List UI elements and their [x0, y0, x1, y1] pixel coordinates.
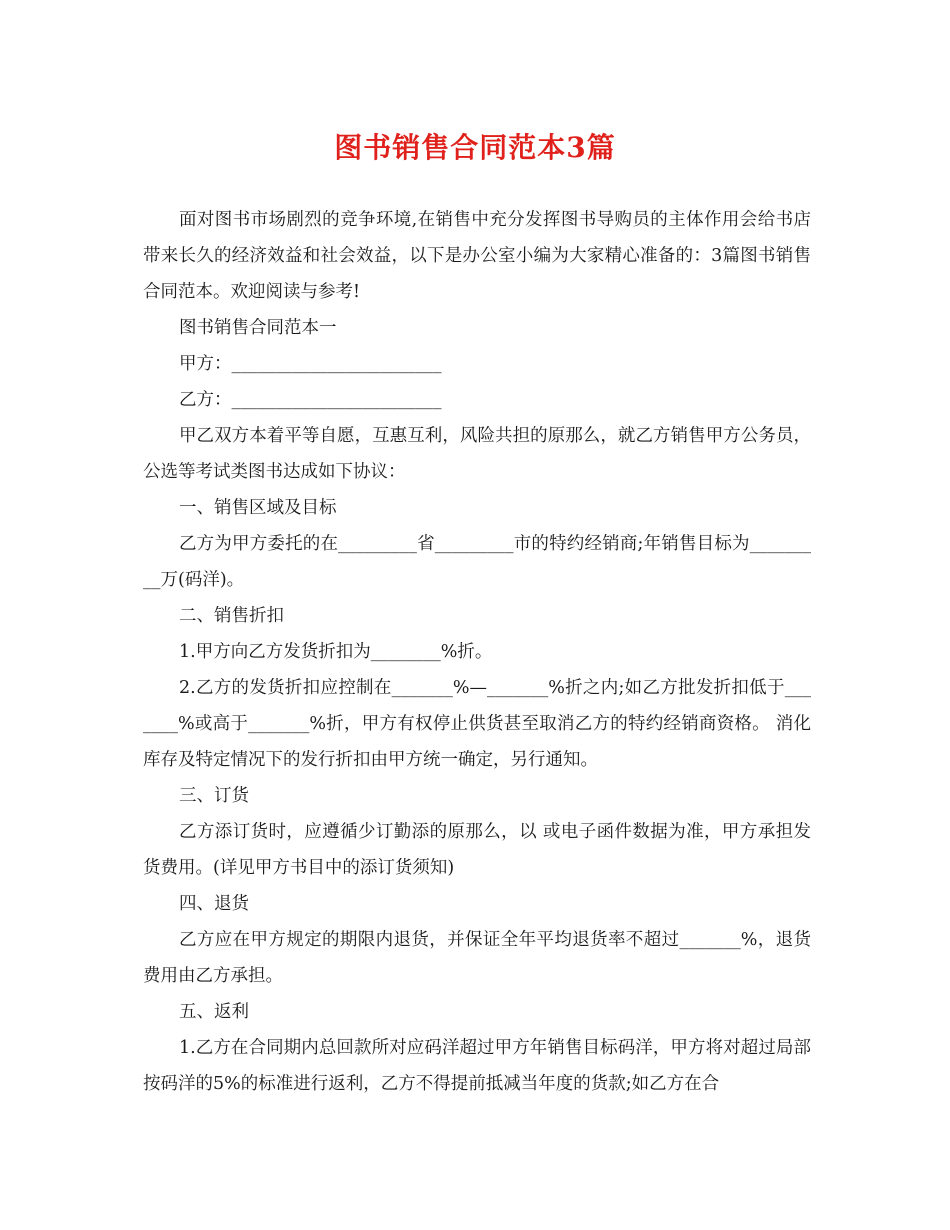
section-heading: 三、订货 [179, 786, 249, 806]
contract-one-heading: 图书销售合同范本一 [179, 318, 337, 338]
party-b-blank: ________________________ [231, 390, 442, 410]
section-paragraph: 乙方应在甲方规定的期限内退货，并保证全年平均退货率不超过_______%，退货费用由乙方承担。 [143, 930, 811, 986]
party-a-line [143, 346, 811, 382]
document-body [143, 202, 811, 1102]
party-a-blank: ________________________ [231, 354, 442, 374]
party-a-label: 甲方： [179, 354, 232, 374]
intro-paragraph: 面对图书市场剧烈的竞争环境,在销售中充分发挥图书导购员的主体作用会给书店带来长久的经济效益和社会效益，以下是办公室小编为大家精心准备的：3篇图书销售合同范本。欢迎阅读与参考! [143, 210, 811, 302]
party-b-label: 乙方： [179, 390, 232, 410]
section-paragraph: 1.乙方在合同期内总回款所对应码洋超过甲方年销售目标码洋，甲方将对超过局部按码洋的5%的标准进行返利，乙方不得提前抵减当年度的货款;如乙方在合 [143, 1038, 811, 1094]
section-paragraph: 1.甲方向乙方发货折扣为________%折。 [179, 642, 493, 662]
section-heading: 五、返利 [179, 1002, 249, 1022]
section-paragraph: 乙方为甲方委托的在_________省_________市的特约经销商;年销售目标为_________万(码洋)。 [143, 534, 811, 590]
document-title: 图书销售合同范本3篇 [334, 131, 616, 164]
section-paragraph: 2.乙方的发货折扣应控制在_______%—_______%折之内;如乙方批发折扣低于_______%或高于_______%折，甲方有权停止供货甚至取消乙方的特约经销商资格。 消化库存及特定情况下的发行折扣由甲方统一确定，另行通知。 [143, 678, 811, 770]
section-paragraph: 乙方添订货时，应遵循少订勤添的原那么，以 或电子函件数据为准，甲方承担发货费用。(详见甲方书目中的添订货须知) [143, 822, 811, 878]
party-b-line [143, 382, 811, 418]
section-heading: 四、退货 [179, 894, 249, 914]
preamble-paragraph: 甲乙双方本着平等自愿，互惠互利，风险共担的原那么，就乙方销售甲方公务员，公选等考试类图书达成如下协议： [143, 426, 811, 482]
section-heading: 一、销售区域及目标 [179, 498, 337, 518]
section-heading: 二、销售折扣 [179, 606, 284, 626]
